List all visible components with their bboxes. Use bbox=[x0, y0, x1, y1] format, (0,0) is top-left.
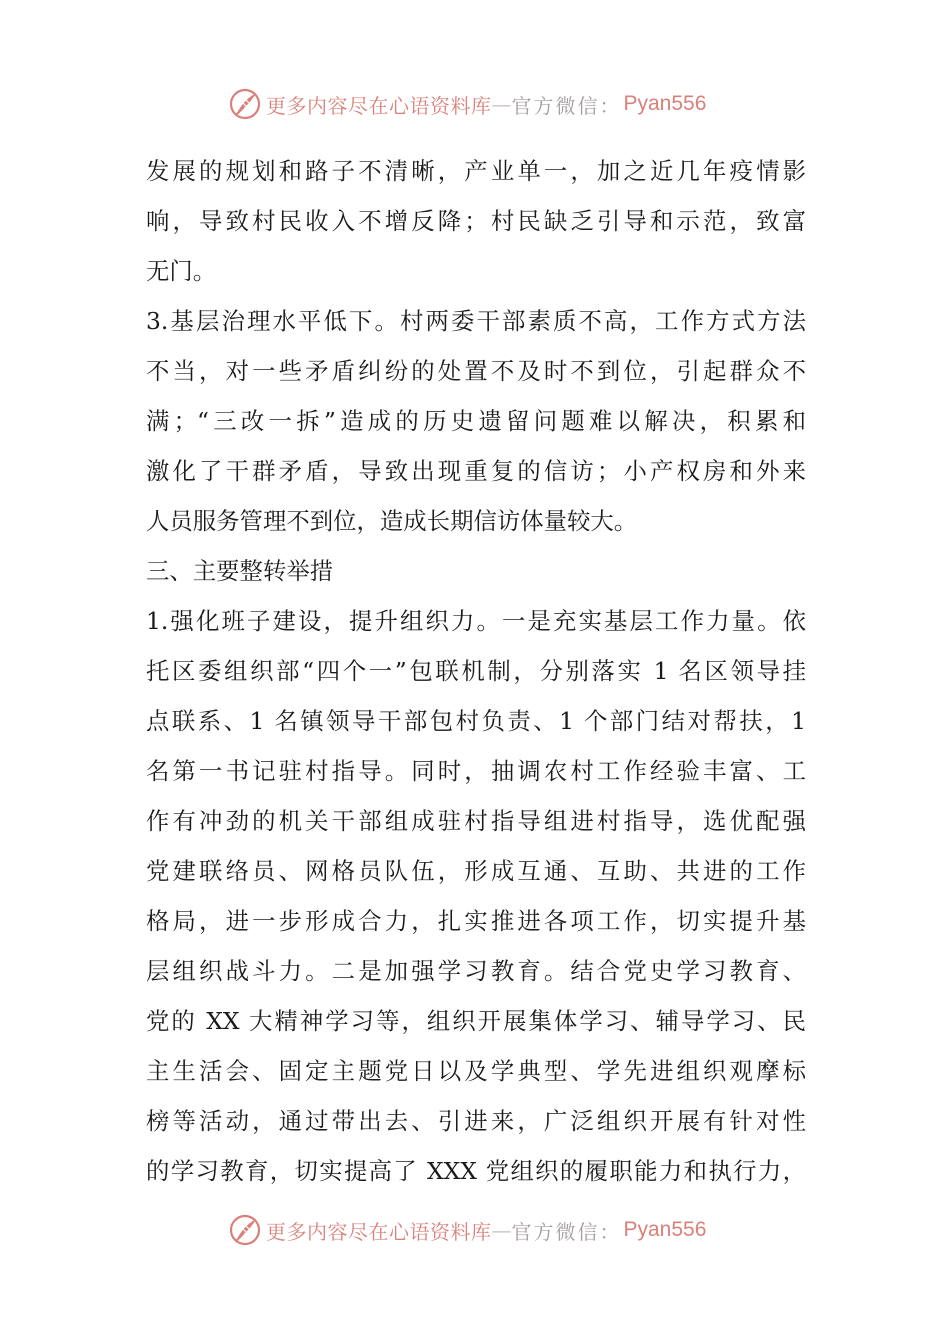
text-line: 党的 XX 大精神学习等，组织开展集体学习、辅导学习、民 bbox=[146, 1007, 806, 1035]
text-line: 主生活会、固定主题党日以及学典型、学先进组织观摩标 bbox=[146, 1057, 806, 1085]
text-line: 托区委组织部“四个一”包联机制，分别落实 1 名区领导挂 bbox=[146, 657, 806, 685]
watermark-main-text: 更多内容尽在心语资料库 bbox=[266, 1219, 492, 1244]
watermark-separator: — bbox=[491, 92, 512, 116]
text-line: 发展的规划和路子不清晰，产业单一，加之近几年疫情影 bbox=[146, 157, 806, 185]
text-line: 1.强化班子建设，提升组织力。一是充实基层工作力量。依 bbox=[146, 607, 806, 635]
text-line: 3.基层治理水平低下。村两委干部素质不高，工作方式方法 bbox=[146, 307, 806, 335]
text-line: 榜等活动，通过带出去、引进来，广泛组织开展有针对性 bbox=[146, 1107, 806, 1135]
text-line: 无门。 bbox=[146, 257, 217, 285]
text-line: 党建联络员、网格员队伍，形成互通、互助、共进的工作 bbox=[146, 857, 806, 885]
watermark-label: 官方微信： bbox=[511, 1219, 622, 1244]
watermark-main-text: 更多内容尽在心语资料库 bbox=[266, 93, 492, 118]
watermark-separator: — bbox=[491, 1218, 512, 1242]
text-line: 人员服务管理不到位，造成长期信访体量较大。 bbox=[146, 507, 638, 535]
text-line: 响，导致村民收入不增反降；村民缺乏引导和示范，致富 bbox=[146, 207, 806, 235]
text-line: 点联系、1 名镇领导干部包村负责、1 个部门结对帮扶，1 bbox=[146, 707, 806, 735]
watermark-wechat-id: Pyan556 bbox=[623, 1218, 707, 1241]
watermark-header bbox=[228, 84, 728, 124]
section-heading: 三、主要整转举措 bbox=[146, 557, 334, 585]
document-body bbox=[146, 146, 806, 1196]
watermark-footer bbox=[228, 1210, 728, 1250]
text-line: 的学习教育，切实提高了 XXX 党组织的履职能力和执行力， bbox=[146, 1157, 806, 1185]
text-line: 激化了干群矛盾，导致出现重复的信访；小产权房和外来 bbox=[146, 457, 806, 485]
feather-pen-logo-icon bbox=[228, 1213, 262, 1247]
feather-pen-logo-icon bbox=[228, 87, 262, 121]
text-line: 不当，对一些矛盾纠纷的处置不及时不到位，引起群众不 bbox=[146, 357, 806, 385]
text-line: 满；“三改一拆”造成的历史遗留问题难以解决，积累和 bbox=[146, 407, 806, 435]
text-line: 格局，进一步形成合力，扎实推进各项工作，切实提升基 bbox=[146, 907, 806, 935]
text-line: 名第一书记驻村指导。同时，抽调农村工作经验丰富、工 bbox=[146, 757, 806, 785]
watermark-label: 官方微信： bbox=[511, 93, 622, 118]
text-line: 作有冲劲的机关干部组成驻村指导组进村指导，选优配强 bbox=[146, 807, 806, 835]
text-line: 层组织战斗力。二是加强学习教育。结合党史学习教育、 bbox=[146, 957, 806, 985]
watermark-wechat-id: Pyan556 bbox=[623, 92, 707, 115]
